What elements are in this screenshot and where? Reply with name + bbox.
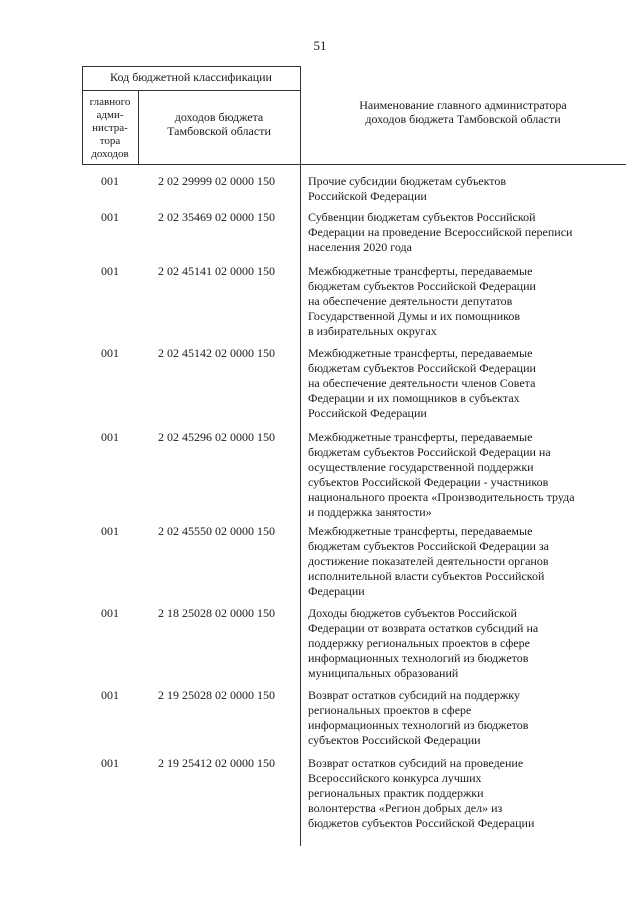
kbk-header: Код бюджетной классификации: [110, 70, 272, 84]
income-name-cell: Межбюджетные трансферты, передаваемые бюджетам субъектов Российской Федерации на обеспечение деятельности депутатов Государственной Думы и их помощников в избирательных округах: [308, 264, 536, 338]
income-name-cell: Прочие субсидии бюджетам субъектов Российской Федерации: [308, 174, 507, 203]
income-code-cell: 2 19 25412 02 0000 150: [158, 756, 275, 770]
income-code-cell: 2 19 25028 02 0000 150: [158, 688, 275, 702]
income-name-cell: Возврат остатков субсидий на поддержку региональных проектов в сфере информационных технологий из бюджетов субъектов Российской Федерации: [308, 688, 529, 747]
admin-code-cell: 001: [101, 174, 119, 188]
admin-code-cell: 001: [101, 430, 119, 444]
code-column-border: [300, 66, 301, 846]
name-header: Наименование главного администратора доходов бюджета Тамбовской области: [359, 98, 567, 126]
income-code-cell: 2 18 25028 02 0000 150: [158, 606, 275, 620]
income-code-cell: 2 02 45550 02 0000 150: [158, 524, 275, 538]
income-code-cell: 2 02 35469 02 0000 150: [158, 210, 275, 224]
page-number: 51: [313, 38, 327, 53]
income-header: доходов бюджета Тамбовской области: [167, 110, 271, 138]
income-code-cell: 2 02 45142 02 0000 150: [158, 346, 275, 360]
admin-header: главного адми- нистра- тора доходов: [89, 96, 131, 160]
admin-code-cell: 001: [101, 264, 119, 278]
kbk-subheader-border: [82, 90, 300, 91]
admin-code-cell: 001: [101, 210, 119, 224]
income-name-cell: Субвенции бюджетам субъектов Российской Федерации на проведение Всероссийской переписи населения 2020 года: [308, 210, 573, 254]
income-name-cell: Межбюджетные трансферты, передаваемые бюджетам субъектов Российской Федерации за достижение показателей деятельности органов исполнительной власти субъектов Российской Федерации: [308, 524, 549, 598]
budget-classification-table: [82, 66, 626, 846]
table-top-border: [82, 66, 300, 67]
admin-code-cell: 001: [101, 606, 119, 620]
admin-code-cell: 001: [101, 524, 119, 538]
income-name-cell: Межбюджетные трансферты, передаваемые бюджетам субъектов Российской Федерации на осуществление государственной поддержки субъектов Российской Федерации - участников национального проекта «Производительность труда и поддержка занятости»: [308, 430, 575, 519]
income-code-cell: 2 02 45141 02 0000 150: [158, 264, 275, 278]
income-code-cell: 2 02 29999 02 0000 150: [158, 174, 275, 188]
header-bottom-border: [82, 164, 626, 165]
admin-code-cell: 001: [101, 688, 119, 702]
admin-code-cell: 001: [101, 346, 119, 360]
income-name-cell: Межбюджетные трансферты, передаваемые бюджетам субъектов Российской Федерации на обеспечение деятельности членов Совета Федерации и их помощников в субъектах Российской Федерации: [308, 346, 536, 420]
income-name-cell: Доходы бюджетов субъектов Российской Федерации от возврата остатков субсидий на поддержку региональных проектов в сфере информационных технологий из бюджетов муниципальных образований: [308, 606, 539, 680]
income-code-cell: 2 02 45296 02 0000 150: [158, 430, 275, 444]
admin-code-cell: 001: [101, 756, 119, 770]
income-name-cell: Возврат остатков субсидий на проведение Всероссийского конкурса лучших региональных практик поддержки волонтерства «Регион добрых дел» из бюджетов субъектов Российской Федерации: [308, 756, 535, 830]
